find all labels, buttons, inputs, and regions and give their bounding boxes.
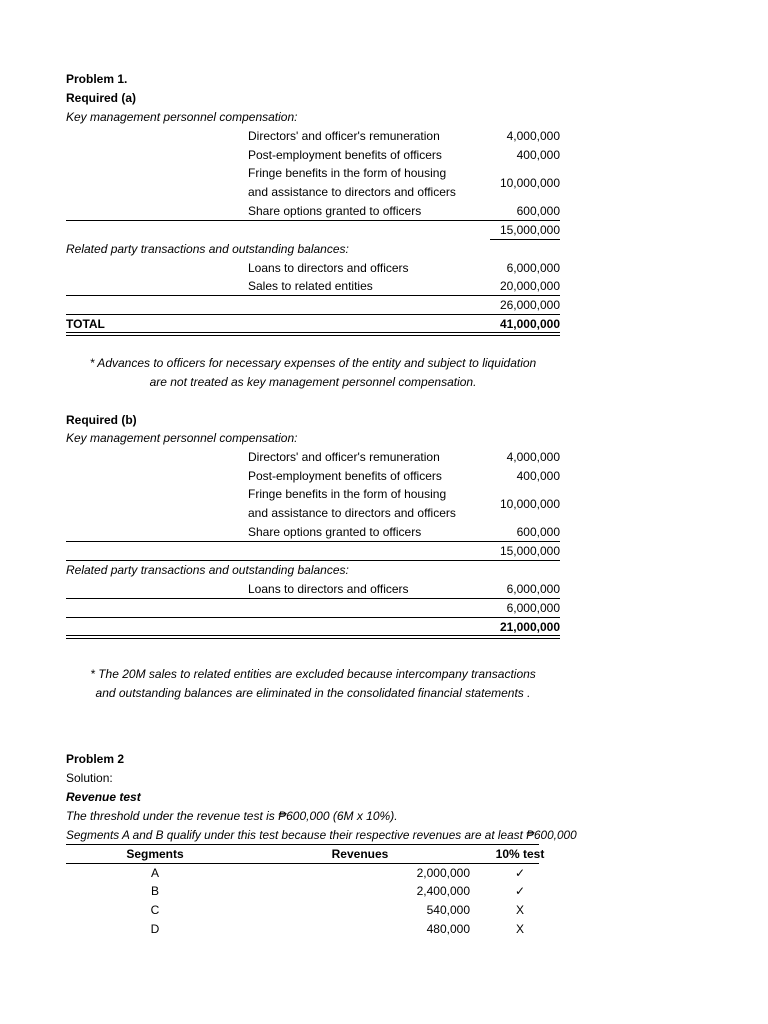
item-value: 600,000	[516, 525, 560, 539]
total-label: TOTAL	[66, 317, 105, 331]
item-value: 4,000,000	[506, 129, 560, 143]
item-value: 400,000	[516, 469, 560, 483]
revenue-cell: 540,000	[426, 903, 470, 917]
item-label: Directors' and officer's remuneration	[248, 450, 440, 464]
rpt-subtotal-a: 26,000,000	[499, 298, 560, 312]
divider	[490, 239, 560, 240]
segment-cell: A	[150, 866, 159, 880]
header-revenues: Revenues	[331, 847, 389, 861]
kmp-subtotal-a: 15,000,000	[499, 223, 560, 237]
item-value: 10,000,000	[499, 497, 560, 511]
segment-cell: B	[150, 884, 159, 898]
check-icon: ✓	[514, 866, 526, 880]
double-underline	[66, 635, 560, 639]
item-value: 10,000,000	[499, 176, 560, 190]
header-10pct-test: 10% test	[495, 847, 545, 861]
revenue-test-heading: Revenue test	[66, 790, 141, 804]
item-label: Post-employment benefits of officers	[248, 469, 442, 483]
note-a-line1: * Advances to officers for necessary expenses of the entity and subject to liquidation	[89, 356, 537, 370]
threshold-line: The threshold under the revenue test is ₱600,000 (6M x 10%).	[66, 809, 398, 823]
note-b-line1: * The 20M sales to related entities are excluded because intercompany transactions	[90, 667, 536, 681]
rpt-item-value: 20,000,000	[499, 279, 560, 293]
item-label: Post-employment benefits of officers	[248, 148, 442, 162]
rpt-item-value: 6,000,000	[506, 582, 560, 596]
rpt-item-label: Sales to related entities	[248, 279, 373, 293]
revenue-cell: 2,400,000	[416, 884, 470, 898]
qualify-line: Segments A and B qualify under this test because their respective revenues are at least ₱600,000	[66, 828, 577, 842]
item-label: Directors' and officer's remuneration	[248, 129, 440, 143]
total-value-a: 41,000,000	[499, 317, 560, 331]
header-segments: Segments	[126, 847, 184, 861]
total-value-b: 21,000,000	[499, 620, 560, 634]
problem2-title: Problem 2	[66, 752, 125, 766]
note-a-line2: are not treated as key management personnel compensation.	[149, 375, 477, 389]
rpt-subtotal-b: 6,000,000	[506, 601, 560, 615]
item-value: 600,000	[516, 204, 560, 218]
rpt-item-label: Loans to directors and officers	[248, 261, 409, 275]
item-label: Share options granted to officers	[248, 204, 422, 218]
required-a-heading: Required (a)	[66, 91, 137, 105]
kmp-subtotal-b: 15,000,000	[499, 544, 560, 558]
double-underline	[66, 332, 560, 336]
item-label-line1: Fringe benefits in the form of housing	[248, 487, 447, 501]
revenue-cell: 480,000	[426, 922, 470, 936]
check-icon: ✓	[514, 884, 526, 898]
item-value: 400,000	[516, 148, 560, 162]
item-label-line2: and assistance to directors and officers	[248, 185, 456, 199]
note-b-line2: and outstanding balances are eliminated in the consolidated financial statements .	[95, 686, 531, 700]
item-label-line1: Fringe benefits in the form of housing	[248, 166, 447, 180]
revenue-cell: 2,000,000	[416, 866, 470, 880]
rpt-label-b: Related party transactions and outstanding balances:	[66, 563, 349, 577]
cross-mark: X	[515, 922, 524, 936]
problem1-title: Problem 1.	[66, 72, 128, 86]
kmp-label-b: Key management personnel compensation:	[66, 431, 298, 445]
segment-cell: C	[150, 903, 160, 917]
solution-label: Solution:	[66, 771, 113, 785]
rpt-item-value: 6,000,000	[506, 261, 560, 275]
segment-cell: D	[150, 922, 160, 936]
item-value: 4,000,000	[506, 450, 560, 464]
cross-mark: X	[515, 903, 524, 917]
rpt-label-a: Related party transactions and outstanding balances:	[66, 242, 349, 256]
item-label-line2: and assistance to directors and officers	[248, 506, 456, 520]
required-b-heading: Required (b)	[66, 413, 137, 427]
kmp-label-a: Key management personnel compensation:	[66, 110, 298, 124]
rpt-item-label: Loans to directors and officers	[248, 582, 409, 596]
item-label: Share options granted to officers	[248, 525, 422, 539]
